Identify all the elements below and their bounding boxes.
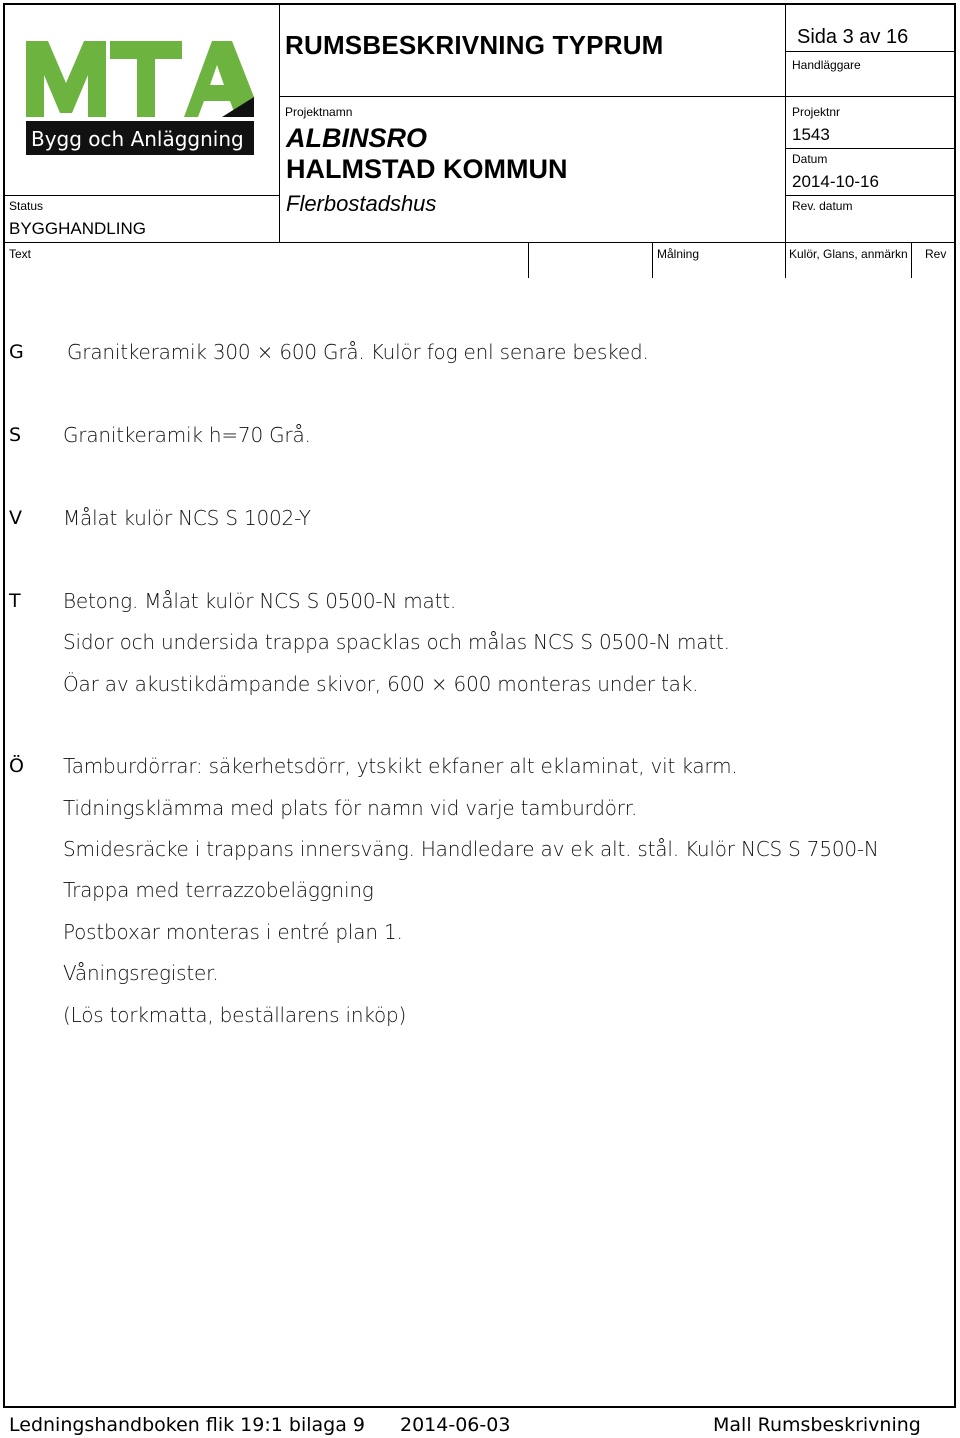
column-divider <box>785 242 786 278</box>
row-letter: Ö <box>9 755 24 777</box>
projektnr-value: 1543 <box>792 125 830 144</box>
column-divider <box>911 242 912 278</box>
footer-date: 2014-06-03 <box>400 1414 511 1436</box>
row-line: Smidesräcke i trappans innersväng. Handledare av ek alt. stål. Kulör NCS S 7500-N <box>63 837 879 861</box>
row-line: Granitkeramik 300 × 600 Grå. Kulör fog enl senare besked. <box>67 340 649 364</box>
mta-logo <box>22 35 258 160</box>
header-divider <box>785 195 956 196</box>
header-divider <box>279 3 280 243</box>
column-header-kulor: Kulör, Glans, anmärkn <box>789 247 908 261</box>
row-line: Våningsregister. <box>63 961 219 985</box>
handlaggare-label: Handläggare <box>792 58 861 72</box>
row-line: Målat kulör NCS S 1002-Y <box>63 506 311 530</box>
document-title: RUMSBESKRIVNING TYPRUM <box>285 30 664 60</box>
page-indicator: Sida 3 av 16 <box>797 26 909 48</box>
header-divider <box>785 148 956 149</box>
projektnamn-label: Projektnamn <box>285 105 353 119</box>
row-letter: T <box>9 590 21 612</box>
row-line: Trappa med terrazzobeläggning <box>63 878 374 902</box>
page-frame <box>3 3 956 1408</box>
row-letter: S <box>9 424 22 446</box>
status-value: BYGGHANDLING <box>9 219 146 238</box>
column-header-malning: Målning <box>657 247 700 261</box>
row-letter: V <box>9 507 22 529</box>
projektnr-label: Projektnr <box>792 105 841 119</box>
project-name: ALBINSRO <box>286 123 427 153</box>
logo-subtitle: Bygg och Anläggning <box>31 127 244 151</box>
column-header-rev: Rev <box>925 247 947 261</box>
project-municipality: HALMSTAD KOMMUN <box>286 154 568 184</box>
header-divider <box>3 195 279 196</box>
column-header-text: Text <box>9 247 32 261</box>
row-line: (Lös torkmatta, beställarens inköp) <box>63 1003 407 1027</box>
header-divider <box>785 3 786 243</box>
footer-reference: Ledningshandboken flik 19:1 bilaga 9 <box>9 1414 365 1436</box>
status-label: Status <box>9 199 44 213</box>
row-line: Sidor och undersida trappa spacklas och målas NCS S 0500-N matt. <box>63 630 730 654</box>
column-divider <box>652 242 653 278</box>
row-line: Granitkeramik h=70 Grå. <box>63 423 311 447</box>
column-divider <box>528 242 529 278</box>
row-line: Tamburdörrar: säkerhetsdörr, ytskikt ekfaner alt eklaminat, vit karm. <box>63 754 738 778</box>
row-line: Betong. Målat kulör NCS S 0500-N matt. <box>63 589 457 613</box>
rev-datum-label: Rev. datum <box>792 199 853 213</box>
footer-template: Mall Rumsbeskrivning <box>713 1414 921 1436</box>
datum-label: Datum <box>792 152 828 166</box>
header-divider <box>3 242 956 243</box>
row-line: Öar av akustikdämpande skivor, 600 × 600 monteras under tak. <box>63 672 699 696</box>
datum-value: 2014-10-16 <box>792 172 879 191</box>
row-line: Tidningsklämma med plats för namn vid varje tamburdörr. <box>63 796 638 820</box>
row-letter: G <box>9 341 24 363</box>
project-type: Flerbostadshus <box>286 191 437 216</box>
row-line: Postboxar monteras i entré plan 1. <box>63 920 403 944</box>
header-divider <box>279 96 956 97</box>
header-divider <box>785 51 956 52</box>
